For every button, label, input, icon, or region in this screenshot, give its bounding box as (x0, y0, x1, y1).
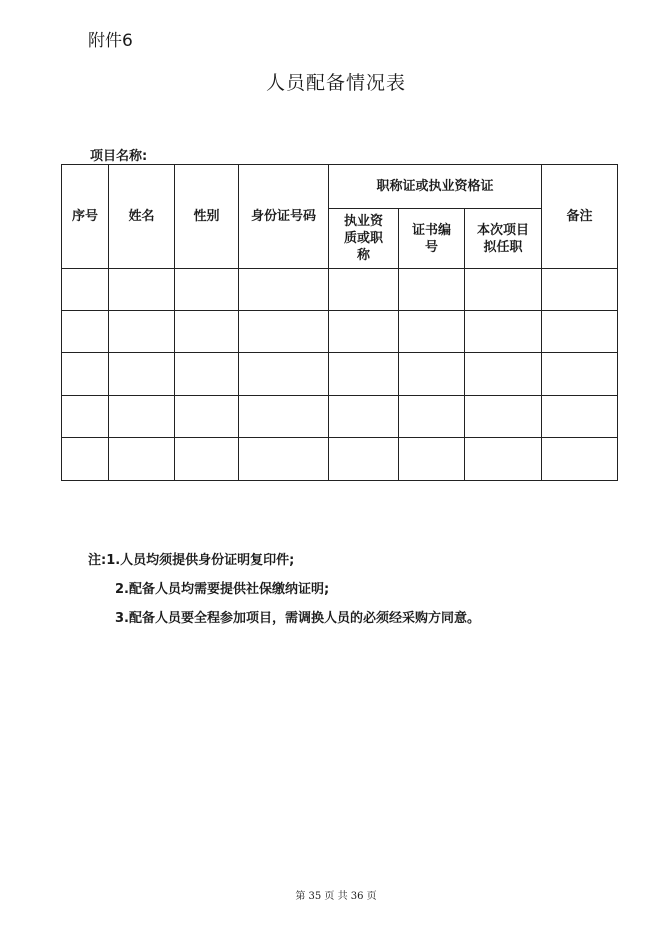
cell-cert-type (329, 269, 399, 311)
attachment-label: 附件6 (88, 31, 133, 51)
cell-remarks (542, 396, 618, 438)
cell-index (62, 311, 109, 353)
cell-gender (175, 311, 239, 353)
header-id-number: 身份证号码 (239, 165, 329, 269)
cell-name (109, 311, 175, 353)
header-cert-type: 执业资质或职称 (329, 209, 399, 269)
cell-cert-number (399, 438, 465, 481)
cell-project-role (465, 438, 542, 481)
cell-project-role (465, 353, 542, 396)
cell-cert-type (329, 311, 399, 353)
cell-remarks (542, 353, 618, 396)
table-row (62, 311, 618, 353)
cell-gender (175, 269, 239, 311)
header-gender: 性别 (175, 165, 239, 269)
table-row (62, 353, 618, 396)
cell-id-number (239, 438, 329, 481)
cell-cert-type (329, 438, 399, 481)
cell-id-number (239, 396, 329, 438)
notes-section (88, 553, 480, 640)
cell-project-role (465, 396, 542, 438)
note-item: 注:1.人员均须提供身份证明复印件; (88, 553, 295, 568)
cell-index (62, 396, 109, 438)
cell-cert-number (399, 396, 465, 438)
cell-cert-number (399, 269, 465, 311)
header-index: 序号 (62, 165, 109, 269)
note-item: 3.配备人员要全程参加项目，需调换人员的必须经采购方同意。 (115, 611, 480, 626)
cell-gender (175, 396, 239, 438)
project-name-label: 项目名称: (90, 149, 148, 164)
page-title: 人员配备情况表 (265, 72, 406, 94)
cell-cert-type (329, 353, 399, 396)
cell-cert-number (399, 311, 465, 353)
note-item: 2.配备人员均需要提供社保缴纳证明; (115, 582, 330, 597)
cell-remarks (542, 269, 618, 311)
page-footer: 第 35 页 共 36 页 (295, 891, 377, 902)
cell-remarks (542, 438, 618, 481)
cell-id-number (239, 353, 329, 396)
table-row (62, 269, 618, 311)
cell-gender (175, 353, 239, 396)
cell-project-role (465, 311, 542, 353)
cell-name (109, 438, 175, 481)
header-cert-number: 证书编号 (399, 209, 465, 269)
cell-id-number (239, 311, 329, 353)
cell-project-role (465, 269, 542, 311)
cell-index (62, 269, 109, 311)
cell-index (62, 438, 109, 481)
header-remarks: 备注 (542, 165, 618, 269)
header-cert-group: 职称证或执业资格证 (329, 165, 542, 209)
staff-table (61, 164, 618, 481)
cell-name (109, 396, 175, 438)
cell-cert-number (399, 353, 465, 396)
cell-name (109, 353, 175, 396)
cell-cert-type (329, 396, 399, 438)
header-project-role: 本次项目拟任职 (465, 209, 542, 269)
cell-id-number (239, 269, 329, 311)
cell-index (62, 353, 109, 396)
header-name: 姓名 (109, 165, 175, 269)
cell-name (109, 269, 175, 311)
cell-remarks (542, 311, 618, 353)
table-row (62, 438, 618, 481)
table-row (62, 396, 618, 438)
cell-gender (175, 438, 239, 481)
